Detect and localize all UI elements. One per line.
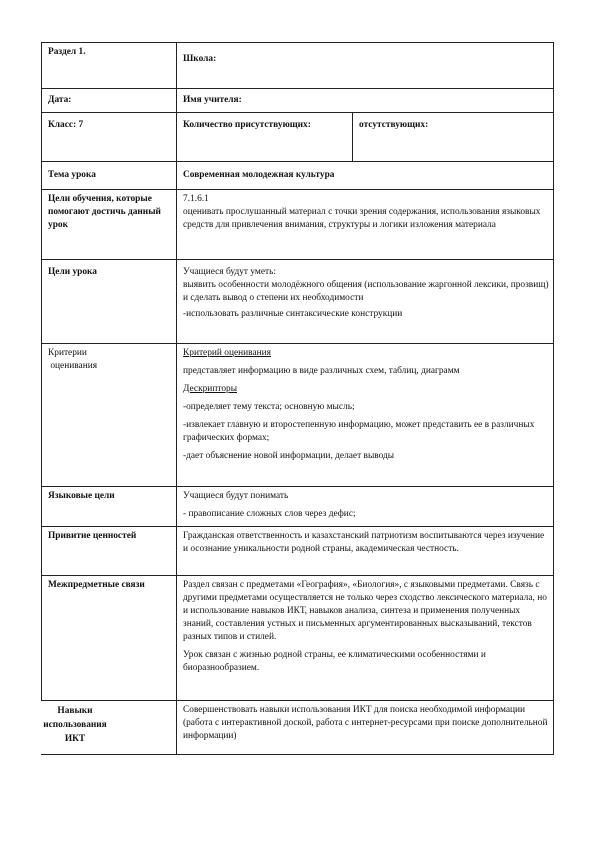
row-cross-curricular [42,576,554,701]
descriptors-heading: Дескрипторы [183,384,237,394]
school-label: Школа: [177,43,554,89]
descriptor-item: -дает объяснение новой информации, делает выводы [183,451,395,461]
descriptor-item: -определяет тему текста; основную мысль; [183,402,355,412]
cross-curricular-value [177,576,554,701]
lesson-plan-table [41,42,554,755]
learning-objectives-value [177,190,554,260]
topic-value: Современная молодежная культура [177,162,554,190]
ict-text: Совершенствовать навыки использования ИКТ для поиска необходимой информации (работа с интерактивной доской, работа с интернет-ресурсами при поиске дополнительной информации) [177,701,554,755]
language-objectives-label: Языковые цели [42,487,177,527]
topic-label: Тема урока [42,162,177,190]
lesson-objectives-value [177,260,554,344]
lesson-objective-item: -использовать различные синтаксические конструкции [183,309,403,319]
row-section [42,43,554,89]
row-topic [42,162,554,190]
cross-curricular-label: Межпредметные связи [42,576,177,701]
absent-count-label: отсутствующих: [353,113,554,162]
lesson-objectives-label: Цели урока [42,260,177,344]
row-criteria [42,344,554,487]
ict-label-text: Навыки использования ИКТ [43,706,107,744]
teacher-name-label: Имя учителя: [177,89,554,113]
descriptor-item: -извлекает главную и второстепенную информацию, может представить ее в различных графических формах; [183,420,535,443]
ict-label [42,701,177,755]
cross-curricular-text: Урок связан с жизнью родной страны, ее климатическими особенностями и биоразнообразием. [183,650,486,673]
learning-objectives-label: Цели обучения, которые помогают достичь данный урок [42,190,177,260]
row-lesson-objectives [42,260,554,344]
row-date [42,89,554,113]
row-values [42,527,554,576]
date-label: Дата: [42,89,177,113]
criteria-value [177,344,554,487]
values-label: Привитие ценностей [42,527,177,576]
language-objective-item: - правописание сложных слов через дефис; [183,509,356,519]
values-text: Гражданская ответственность и казахстанский патриотизм воспитываются через изучение и осознание уникальности родной страны, академическая честность. [177,527,554,576]
criterion-text: представляет информацию в виде различных схем, таблиц, диаграмм [183,366,460,376]
section-label: Раздел 1. [42,43,177,89]
row-class [42,113,554,162]
class-label: Класс: 7 [42,113,177,162]
criteria-label [42,344,177,487]
present-count-label: Количество присутствующих: [177,113,353,162]
row-learning-objectives [42,190,554,260]
cross-curricular-text: Раздел связан с предметами «География», «Биология», с языковыми предметами. Связь с другими предметами осуществляется не только через сходство лексического материала, но и использование навыков ИКТ, навыков анализа, синтеза и применения полученных знаний, составления устных и письменных аргументированных высказываний, текстов разных типов и стилей. [183,580,547,642]
objective-text: оценивать прослушанный материал с точки зрения содержания, использования языковых средств для привлечения внимания, структуры и логики изложения материала [183,207,541,230]
criteria-label-line: оценивания [48,361,98,371]
criteria-heading: Критерий оценивания [183,348,271,358]
objective-code: 7.1.6.1 [183,194,209,204]
language-objectives-intro: Учащиеся будут понимать [183,491,289,501]
row-language-objectives [42,487,554,527]
lesson-objective-item: выявить особенности молодёжного общения (использование жаргонной лексики, прозвищ) и сделать вывод о степени их необходимости [183,280,549,303]
row-ict [42,701,554,755]
criteria-label-line: Критерии [48,348,87,358]
language-objectives-value [177,487,554,527]
lesson-objectives-intro: Учащиеся будут уметь: [183,267,277,277]
